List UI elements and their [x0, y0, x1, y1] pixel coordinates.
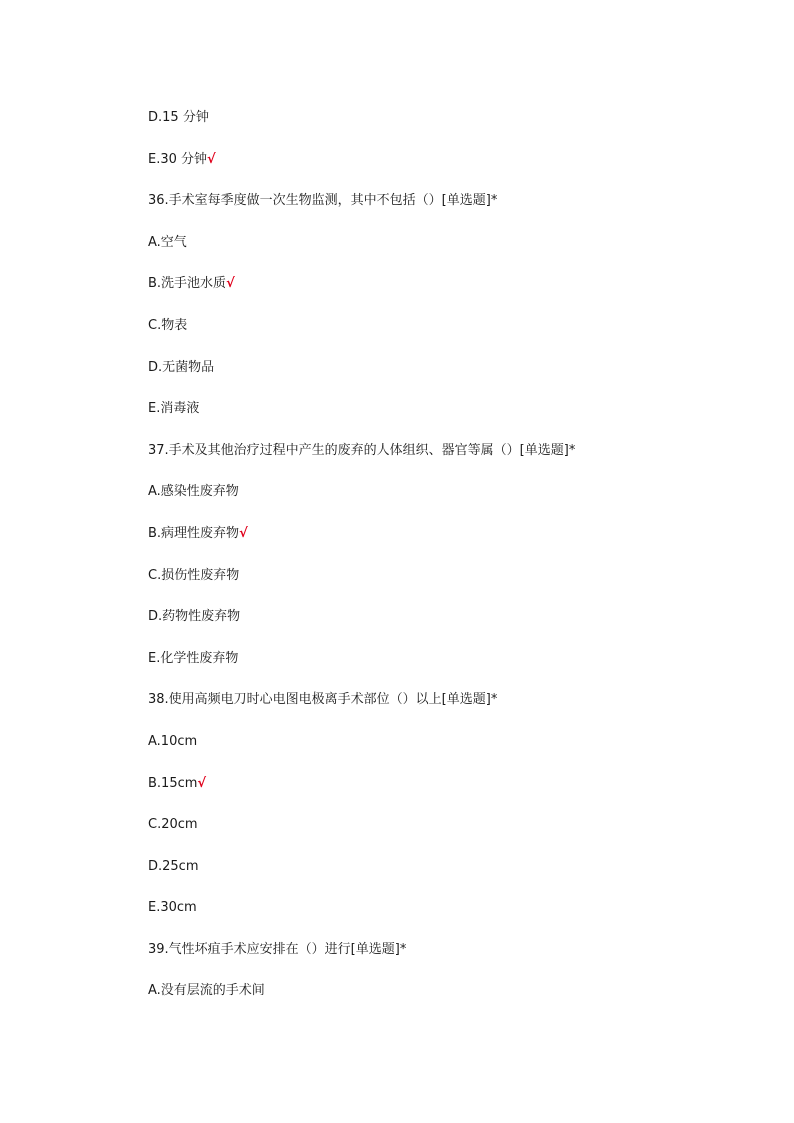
doc-line — [148, 482, 748, 524]
doc-line — [148, 274, 748, 316]
correct-mark: √ — [207, 151, 216, 167]
doc-line — [148, 857, 748, 899]
line-text: D.25cm — [148, 858, 199, 874]
doc-line — [148, 607, 748, 649]
document-body — [148, 108, 748, 1023]
question-text: 38.使用高频电刀时心电图电极离手术部位（）以上[单选题]* — [148, 692, 498, 708]
line-text: D.无菌物品 — [148, 359, 215, 375]
question-line — [148, 690, 748, 732]
line-text: B.病理性废弃物 — [148, 525, 240, 541]
question-line — [148, 191, 748, 233]
doc-line — [148, 774, 748, 816]
line-text: E.30 分钟 — [148, 151, 208, 167]
correct-mark: √ — [226, 276, 235, 292]
question-text: 39.气性坏疽手术应安排在（）进行[单选题]* — [148, 941, 407, 957]
doc-line — [148, 399, 748, 441]
question-line — [148, 940, 748, 982]
line-text: D.15 分钟 — [148, 110, 209, 125]
line-text: A.空气 — [148, 234, 187, 250]
question-text: 37.手术及其他治疗过程中产生的废弃的人体组织、器官等属（）[单选题]* — [148, 442, 576, 458]
doc-line — [148, 732, 748, 774]
doc-line — [148, 898, 748, 940]
doc-line — [148, 815, 748, 857]
doc-line — [148, 316, 748, 358]
doc-line — [148, 358, 748, 400]
question-text: 36.手术室每季度做一次生物监测，其中不包括（）[单选题]* — [148, 193, 498, 209]
line-text: E.30cm — [148, 900, 197, 916]
correct-mark: √ — [197, 775, 207, 791]
line-text: A.10cm — [148, 733, 198, 749]
line-text: C.损伤性废弃物 — [148, 567, 240, 583]
line-text: B.洗手池水质 — [148, 276, 227, 292]
line-text: A.没有层流的手术间 — [148, 983, 265, 999]
line-text: C.物表 — [148, 317, 188, 333]
line-text: E.消毒液 — [148, 401, 200, 417]
line-text: D.药物性废弃物 — [148, 609, 241, 625]
doc-line — [148, 150, 748, 192]
line-text: A.感染性废弃物 — [148, 484, 239, 500]
question-line — [148, 441, 748, 483]
doc-line — [148, 566, 748, 608]
doc-line — [148, 524, 748, 566]
doc-line — [148, 233, 748, 275]
doc-line — [148, 108, 748, 150]
doc-line — [148, 649, 748, 691]
doc-line — [148, 981, 748, 1023]
line-text: E.化学性废弃物 — [148, 650, 239, 666]
correct-mark: √ — [239, 525, 248, 541]
line-text: B.15cm — [148, 775, 198, 791]
line-text: C.20cm — [148, 817, 198, 833]
